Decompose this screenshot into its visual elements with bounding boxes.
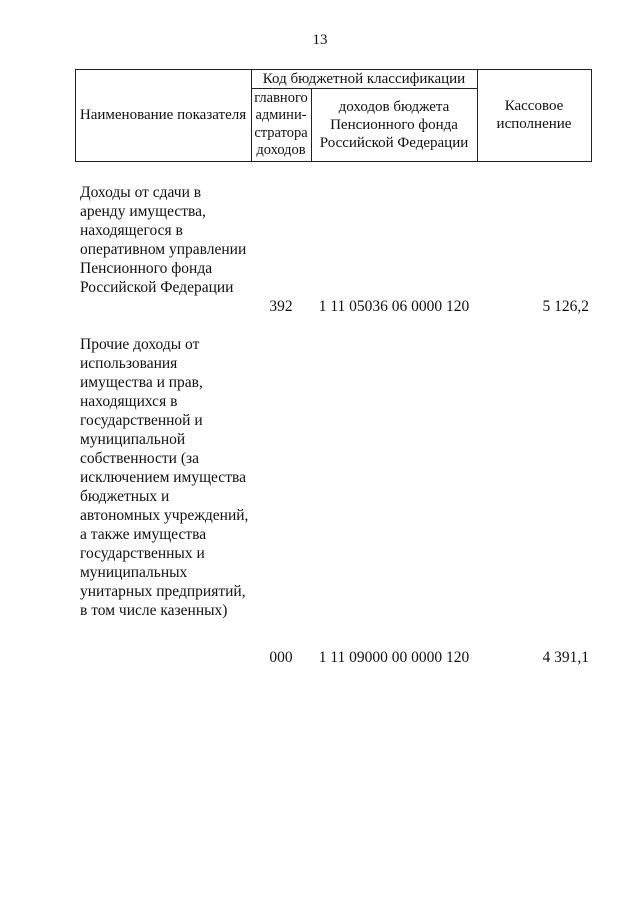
row-name: Прочие доходы от использования имущества и прав, находящихся в государственной и муниципальной собственности (за исключением имущества бюджетных и автономных учреждений, а также имущества государственных и муниципальных унитарных предприятий, в том числе казенных) — [80, 336, 249, 619]
header-cash-label: Кассовое исполнение — [496, 98, 572, 132]
header-admin-label: главного админи-стратора доходов — [254, 89, 308, 158]
row-name: Доходы от сдачи в аренду имущества, находящегося в оперативном управлении Пенсионного фонда Российской Федерации — [80, 184, 247, 296]
header-name-label: Наименование показателя — [79, 107, 247, 123]
row-admin-code: 392 — [269, 298, 293, 315]
row-cash: 4 391,1 — [542, 649, 589, 666]
row-admin-code: 000 — [269, 649, 293, 666]
row-income-code: 1 11 05036 06 0000 120 — [318, 298, 470, 315]
header-income-label: доходов бюджета Пенсионного фонда Российской Федерации — [319, 98, 469, 151]
row-cash: 5 126,2 — [542, 298, 589, 315]
row-income-code: 1 11 09000 00 0000 120 — [318, 649, 470, 666]
page-number: 13 — [312, 32, 328, 48]
header-group-label: Код бюджетной классификации — [262, 70, 466, 87]
